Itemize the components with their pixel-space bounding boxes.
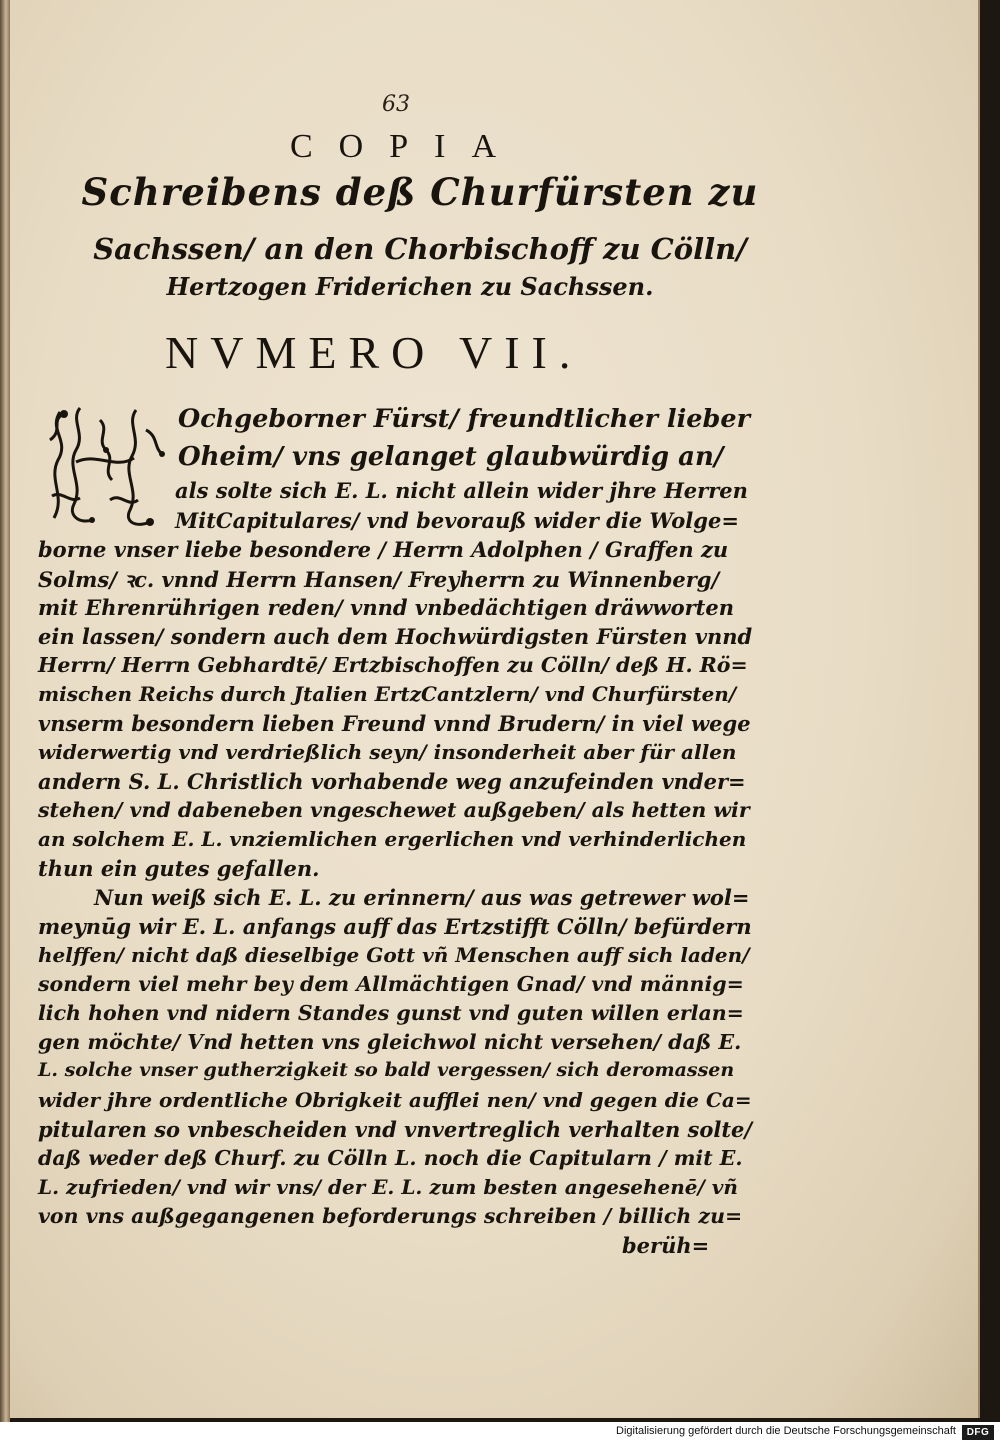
body-line: meynūg wir E. L. anfangs auff das Ertzstifft Cölln/ befürdern (38, 914, 752, 939)
body-line: Oheim/ vns gelanget glaubwürdig an/ (178, 442, 724, 472)
body-line: Ochgeborner Fürst/ freundtlicher lieber (178, 404, 751, 434)
footer-bar (0, 1422, 1000, 1444)
body-line: Solms/ ꝛc. vnnd Herrn Hansen/ Freyherrn zu Winnenberg/ (38, 567, 720, 592)
title-line-1: Schreibens deß Churfürsten zu (81, 170, 759, 214)
body-line: vnserm besondern lieben Freund vnnd Brudern/ in viel wege (38, 711, 751, 736)
catchword: berüh= (622, 1233, 710, 1258)
body-line: mit Ehrenrührigen reden/ vnnd vnbedächtigen dräwworten (38, 595, 734, 620)
body-line: sondern viel mehr bey dem Allmächtigen Gnad/ vnd männig= (38, 972, 744, 996)
body-line: thun ein gutes gefallen. (38, 856, 320, 881)
body-line: andern S. L. Christlich vorhabende weg anzufeinden vnder= (38, 769, 746, 794)
body-line: mischen Reichs durch Jtalien ErtzCantzlern/ vnd Churfürsten/ (38, 682, 737, 706)
decorated-initial-h-icon (40, 400, 168, 530)
title-line-3: Hertzogen Friderichen zu Sachssen. (166, 272, 654, 301)
page-number: 63 (382, 92, 410, 117)
body-line: borne vnser liebe besondere / Herrn Adolphen / Graffen zu (38, 537, 729, 562)
body-line: stehen/ vnd dabeneben vngeschewet außgeben/ als hetten wir (38, 798, 750, 822)
body-line: ein lassen/ sondern auch dem Hochwürdigsten Fürsten vnnd (38, 624, 753, 649)
body-line: helffen/ nicht daß dieselbige Gott vñ Menschen auff sich laden/ (38, 943, 750, 967)
body-line: Herrn/ Herrn Gebhardtē/ Ertzbischoffen zu Cölln/ deß H. Rö= (38, 653, 748, 677)
body-line: Nun weiß sich E. L. zu erinnern/ aus was getrewer wol= (94, 885, 750, 910)
body-line: gen möchte/ Vnd hetten vns gleichwol nicht versehen/ daß E. (38, 1030, 742, 1054)
body-line: widerwertig vnd verdrießlich seyn/ insonderheit aber für allen (38, 740, 737, 764)
body-line: pitularen so vnbescheiden vnd vnvertreglich verhalten solte/ (38, 1117, 753, 1142)
title-line-2: Sachssen/ an den Chorbischoff zu Cölln/ (93, 232, 747, 266)
numero-heading: NVMERO VII. (165, 327, 583, 378)
book-binding-edge (0, 0, 10, 1422)
book-page (10, 0, 980, 1418)
body-line: als solte sich E. L. nicht allein wider jhre Herren (175, 478, 748, 503)
body-line: lich hohen vnd nidern Standes gunst vnd guten willen erlan= (38, 1001, 744, 1025)
body-line: MitCapitulares/ vnd bevorauß wider die Wolge= (175, 508, 739, 533)
dfg-logo-icon: DFG (962, 1425, 994, 1440)
footer-credit: Digitalisierung gefördert durch die Deutsche Forschungsgemeinschaft (616, 1425, 956, 1437)
body-line: L. solche vnser gutherzigkeit so bald vergessen/ sich deromassen (38, 1059, 735, 1081)
body-line: von vns außgegangenen beforderungs schreiben / billich zu= (38, 1204, 743, 1228)
body-line: an solchem E. L. vnziemlichen ergerlichen vnd verhinderlichen (38, 827, 747, 851)
heading-copia: COPIA (290, 128, 523, 165)
body-line: wider jhre ordentliche Obrigkeit aufflei nen/ vnd gegen die Ca= (38, 1088, 752, 1112)
body-line: L. zufrieden/ vnd wir vns/ der E. L. zum besten angesehenē/ vñ (38, 1175, 738, 1199)
body-line: daß weder deß Churf. zu Cölln L. noch die Capitularn / mit E. (38, 1146, 743, 1170)
